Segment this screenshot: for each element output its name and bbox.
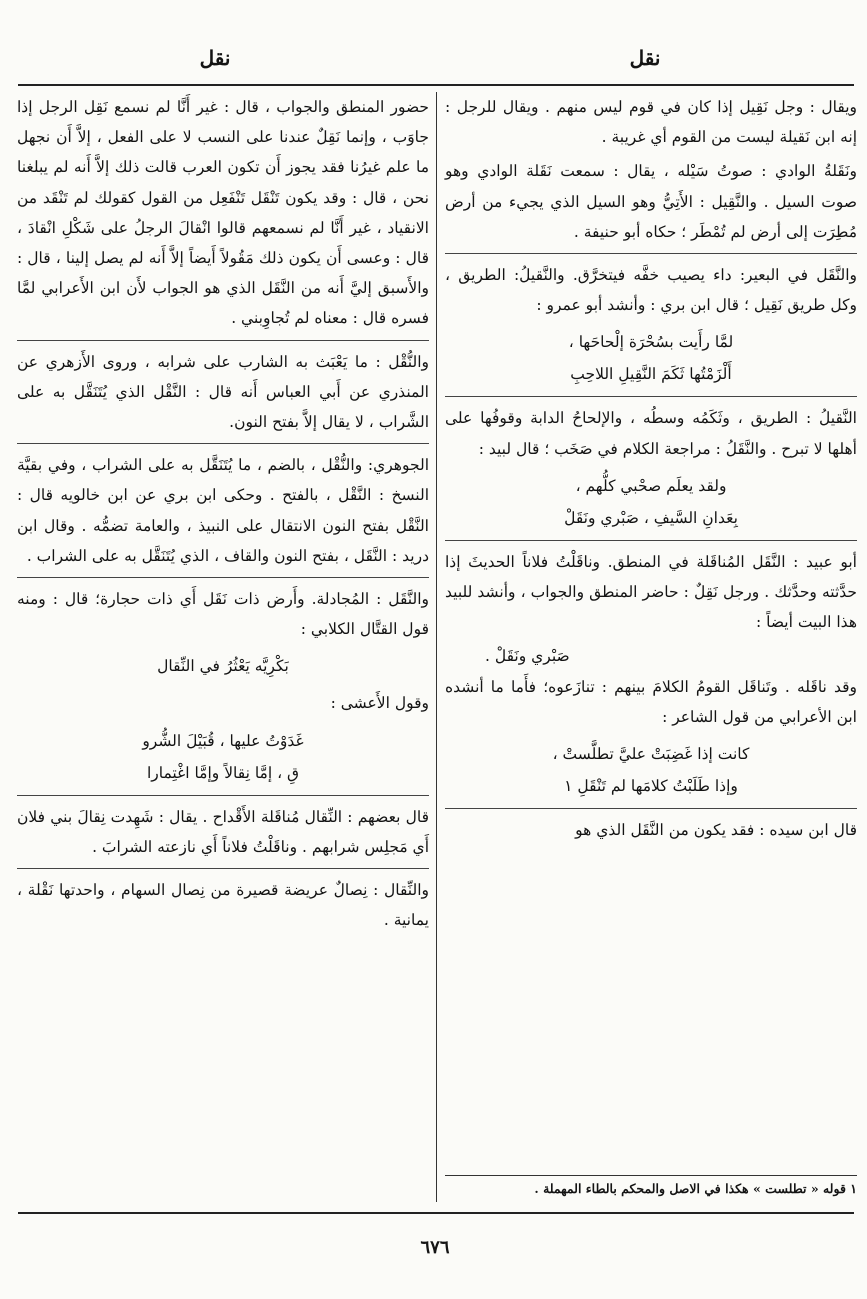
entry-paragraph: وقول الأَعشى : (330, 694, 429, 713)
column-divider (436, 92, 437, 1202)
entry-paragraph: والنَّقَل في البعير: داء يصيب خفَّه فيتخرَّق. والنَّقيلُ: الطريق ، وكل طريق نَقِيل ؛ قال ابن بري : وأنشد أبو عمرو : (445, 266, 857, 315)
entry-paragraph: الجوهري: والنُّقْل ، بالضم ، ما يُتَنَقَّل به على الشراب ، وفي بقيَّة النسخ : النَّقْل ، بالفتح . وحكى ابن بري عن ابن خالويه قال : النَّقْل بفتح النون الانتقال على النبيذ ، والعامة تضمُّه . وقال ابن دريد : النَّقَل ، بفتح النون والقاف ، الذي يُتَنَقَّل به على الشراب . (17, 456, 429, 565)
footnote-rule (445, 1175, 857, 1176)
paragraph-separator (445, 396, 857, 397)
verse (17, 725, 429, 789)
verse (17, 650, 429, 682)
entry-paragraph: النَّقيلُ : الطريق ، وثَكَمُه وسطُه ، والإلحاحُ الدابة وقوفُها على أهلها لا تبرح . والنَّقَلُ : مراجعة الكلام في صَخَب ؛ قال لبيد : (445, 409, 857, 458)
paragraph-separator (17, 577, 429, 578)
paragraph-separator (17, 868, 429, 869)
verse-line: ولقد يعلَم صحْبي كلُّهم ، (575, 476, 727, 495)
entry-paragraph: قال ابن سيده : فقد يكون من النَّقَل الذي هو (575, 821, 857, 840)
verse-line: قِ ، إمَّا نِقالاً وإمَّا اغْتِمارا (146, 763, 300, 782)
paragraph-separator (445, 540, 857, 541)
verse (445, 326, 857, 390)
right-column (445, 92, 857, 849)
verse-line: بَكْرِيَّه يَعْثُرُ في النِّقال (157, 657, 289, 676)
running-head-right: نقل (629, 46, 661, 70)
running-head-left: نقل (199, 46, 231, 70)
entry-paragraph: حضور المنطق والجواب ، قال : غير أَنَّا لم نسمع نَقِل الرجل إذا جاوَب ، وإنما نَقِلٌ عندنا على النسب لا على الفعل ، إلاَّ أَن نجهل ما علم غيرُنا فقد يجوز أَن تكون العرب قالت ذلك إلاَّ أَنه لم يبلغنا نحن ، قال : وقد يكون تَنْقَل تَنْفَعِل من القول كقولك لم تَنْقَد من الانقياد ، غير أَنَّا لم نسمعهم قالوا انْقالَ الرجلُ على شَكْلِ انْقادَ ، قال : وعسى أَن يكون ذلك مَقُولاً أَيضاً إلاَّ أَنه لم يصل إلينا ، قال : والأَسبق إليَّ أَنه من النَّقَل الذي هو الجواب لأَن ابن الأَعرابي لمَّا فسره قال : معناه لم تُجاوِبني . (17, 98, 429, 328)
verse-line: بِعَدانِ السَّيفِ ، صَبْري ونَقَلْ (564, 508, 738, 527)
paragraph-separator (17, 443, 429, 444)
top-rule (18, 84, 854, 86)
verse-line: غَدَوْتُ عليها ، قُبَيْلَ الشُّرو (142, 731, 304, 750)
paragraph-separator (17, 795, 429, 796)
entry-paragraph: والنِّقال : نِصالٌ عريضة قصيرة من نِصال السهام ، واحدتها نَقْلة ، يمانية . (17, 881, 429, 930)
verse-line: أَلْزَمْتُها ثَكَمَ النَّقِيلِ اللاحِبِ (570, 365, 732, 384)
verse (445, 738, 857, 802)
entry-paragraph: والنُّقْل : ما يَعْبَث به الشارب على شرابه ، وروى الأَزهري عن المنذري عن أَبي العباس أَنه قال : النَّقْل الذي يُتَنَقَّل به على الشَّراب ، لا يقال إلاَّ بفتح النون. (17, 352, 429, 432)
left-column (17, 92, 429, 939)
paragraph-separator (445, 808, 857, 809)
page-number: ٦٧٦ (420, 1237, 450, 1258)
entry-paragraph: ونَقَلةُ الوادي : صوتُ سَيْله ، يقال : سمعت نَقَلة الوادي وهو صوت السيل . والنَّقِيل : الأَتِيُّ وهو السيل الذي يجيء من أرض مُطِرَت إلى أرض لم تُمْطَر ؛ حكاه أبو حنيفة . (445, 162, 857, 241)
entry-paragraph: قال بعضهم : النِّقال مُناقَلة الأَقْداح . يقال : شَهِدت نِقالَ بني فلان أَي مَجلِس شرابهم . وناقَلْتُ فلاناً أَي نازعته الشرابَ . (17, 807, 429, 856)
paragraph-separator (445, 253, 857, 254)
entry-paragraph: ويقال : وجل نَقِيل إذا كان في قوم ليس منهم . ويقال للرجل : إنه ابن نَقيلة ليست من القوم أي غريبة . (445, 98, 857, 147)
verse-line: وإذا طَلَبْتُ كلامَها لم تَنْقَلِ ١ (564, 777, 738, 796)
verse (445, 470, 857, 534)
verse-line: كانت إذا غَضِبَتْ عليَّ تطلَّستْ ، (552, 745, 750, 764)
verse-line: لمَّا رأَيت بسُحْرَة إلْحاحَها ، (568, 333, 734, 352)
entry-paragraph: وقد ناقَله . وتَناقَل القومُ الكلامَ بينهم : تنازَعوه؛ فأَما ما أنشده ابن الأعرابي من قول الشاعر : (445, 677, 857, 726)
footnote: ١ قوله « تطلست » هكذا في الاصل والمحكم بالطاء المهملة . (534, 1181, 857, 1196)
entry-paragraph: والنَّقَل : المُجادلة. وأَرض ذات نَقَل أَي ذات حجارة؛ قال : ومنه قول القتَّال الكلابي : (17, 590, 429, 639)
verse-fragment: صَبْري ونَقَلْ . (485, 647, 570, 666)
paragraph-separator (17, 340, 429, 341)
entry-paragraph: أبو عبيد : النَّقَل المُناقَلة في المنطق. وناقَلْتُ فلاناً الحديثَ إذا حدَّثته وحدَّثك . ورجل نَقِلٌ : حاضر المنطق والجواب ، وأنشد للبيد هذا البيت أيضاً : (445, 552, 857, 632)
bottom-rule (18, 1212, 854, 1214)
